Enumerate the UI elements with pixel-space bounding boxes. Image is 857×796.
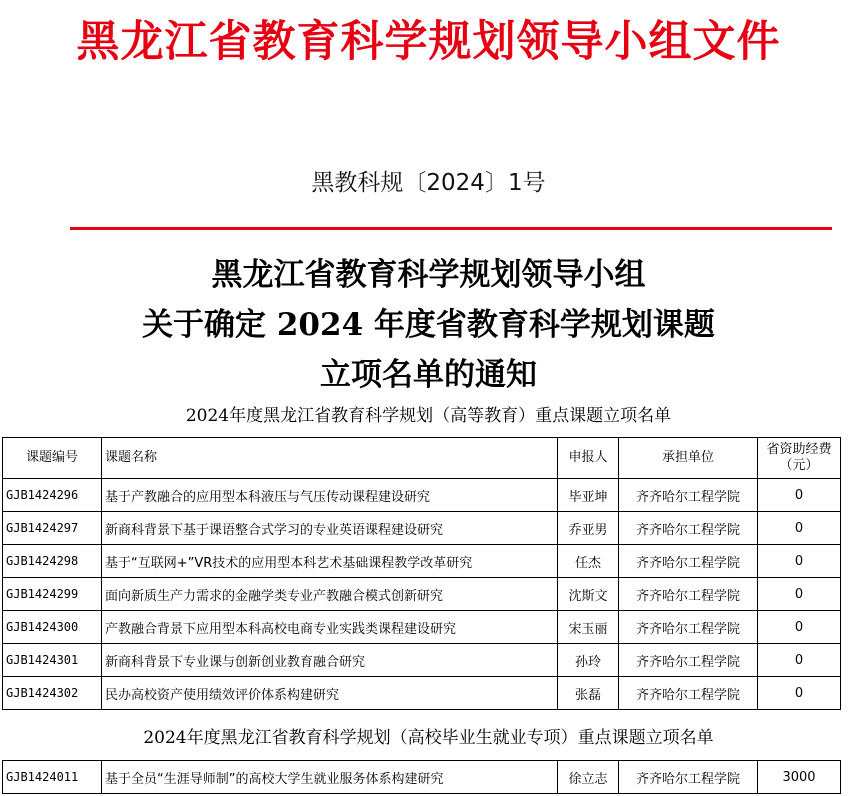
- col-header-name: 课题名称: [102, 438, 558, 479]
- cell-code: GJB1424011: [3, 761, 102, 794]
- cell-name: 民办高校资产使用绩效评价体系构建研究: [102, 677, 558, 710]
- notice-title-line2: 关于确定 2024 年度省教育科学规划课题: [142, 307, 715, 343]
- cell-person: 徐立志: [558, 761, 619, 794]
- cell-code: GJB1424299: [3, 578, 102, 611]
- cell-unit: 齐齐哈尔工程学院: [619, 644, 758, 677]
- cell-unit: 齐齐哈尔工程学院: [619, 677, 758, 710]
- col-header-person: 申报人: [558, 438, 619, 479]
- col-header-fund: [758, 438, 841, 479]
- section1-title: 2024年度黑龙江省教育科学规划（高等教育）重点课题立项名单: [185, 406, 672, 426]
- cell-fund: 0: [758, 578, 841, 611]
- cell-name: 产教融合背景下应用型本科高校电商专业实践类课程建设研究: [102, 611, 558, 644]
- cell-code: GJB1424300: [3, 611, 102, 644]
- cell-person: 张磊: [558, 677, 619, 710]
- col-header-fund-line2: （元）: [779, 458, 819, 473]
- cell-fund: 0: [758, 545, 841, 578]
- table-row: [3, 512, 841, 545]
- cell-name: 基于产教融合的应用型本科液压与气压传动课程建设研究: [102, 479, 558, 512]
- cell-code: GJB1424302: [3, 677, 102, 710]
- table-row: [3, 479, 841, 512]
- table-header-row: [3, 438, 841, 479]
- cell-unit: 齐齐哈尔工程学院: [619, 578, 758, 611]
- table-row: [3, 677, 841, 710]
- cell-name: 基于全员“生涯导师制”的高校大学生就业服务体系构建研究: [102, 761, 558, 794]
- section2-table: [2, 760, 841, 794]
- cell-code: GJB1424301: [3, 644, 102, 677]
- cell-unit: 齐齐哈尔工程学院: [619, 512, 758, 545]
- section1-table: [2, 437, 841, 710]
- cell-name: 面向新质生产力需求的金融学类专业产教融合模式创新研究: [102, 578, 558, 611]
- cell-code: GJB1424297: [3, 512, 102, 545]
- cell-unit: 齐齐哈尔工程学院: [619, 479, 758, 512]
- cell-name: 基于“互联网+”VR技术的应用型本科艺术基础课程教学改革研究: [102, 545, 558, 578]
- cell-code: GJB1424296: [3, 479, 102, 512]
- table-row: [3, 545, 841, 578]
- notice-title-line1: 黑龙江省教育科学规划领导小组: [211, 257, 646, 293]
- cell-fund: 0: [758, 644, 841, 677]
- cell-fund: 0: [758, 677, 841, 710]
- red-divider-line: [70, 227, 832, 230]
- cell-unit: 齐齐哈尔工程学院: [619, 545, 758, 578]
- cell-person: 任杰: [558, 545, 619, 578]
- document-number: 黑教科规〔2024〕1号: [311, 170, 546, 196]
- cell-fund: 0: [758, 479, 841, 512]
- table-row: [3, 761, 841, 794]
- table-row: [3, 578, 841, 611]
- cell-person: 沈斯文: [558, 578, 619, 611]
- cell-person: 毕亚坤: [558, 479, 619, 512]
- table-row: [3, 644, 841, 677]
- cell-name: 新商科背景下专业课与创新创业教育融合研究: [102, 644, 558, 677]
- cell-name: 新商科背景下基于课语整合式学习的专业英语课程建设研究: [102, 512, 558, 545]
- section2-title: 2024年度黑龙江省教育科学规划（高校毕业生就业专项）重点课题立项名单: [143, 728, 714, 748]
- cell-fund: 3000: [758, 761, 841, 794]
- cell-person: 乔亚男: [558, 512, 619, 545]
- cell-fund: 0: [758, 611, 841, 644]
- cell-person: 宋玉丽: [558, 611, 619, 644]
- col-header-code: 课题编号: [3, 438, 102, 479]
- cell-person: 孙玲: [558, 644, 619, 677]
- cell-unit: 齐齐哈尔工程学院: [619, 611, 758, 644]
- notice-title: [0, 250, 857, 400]
- table-row: [3, 611, 841, 644]
- cell-fund: 0: [758, 512, 841, 545]
- col-header-unit: 承担单位: [619, 438, 758, 479]
- col-header-fund-line1: 省资助经费: [766, 442, 832, 457]
- cell-code: GJB1424298: [3, 545, 102, 578]
- agency-header-title: 黑龙江省教育科学规划领导小组文件: [76, 17, 781, 67]
- notice-title-line3: 立项名单的通知: [320, 357, 537, 393]
- cell-unit: 齐齐哈尔工程学院: [619, 761, 758, 794]
